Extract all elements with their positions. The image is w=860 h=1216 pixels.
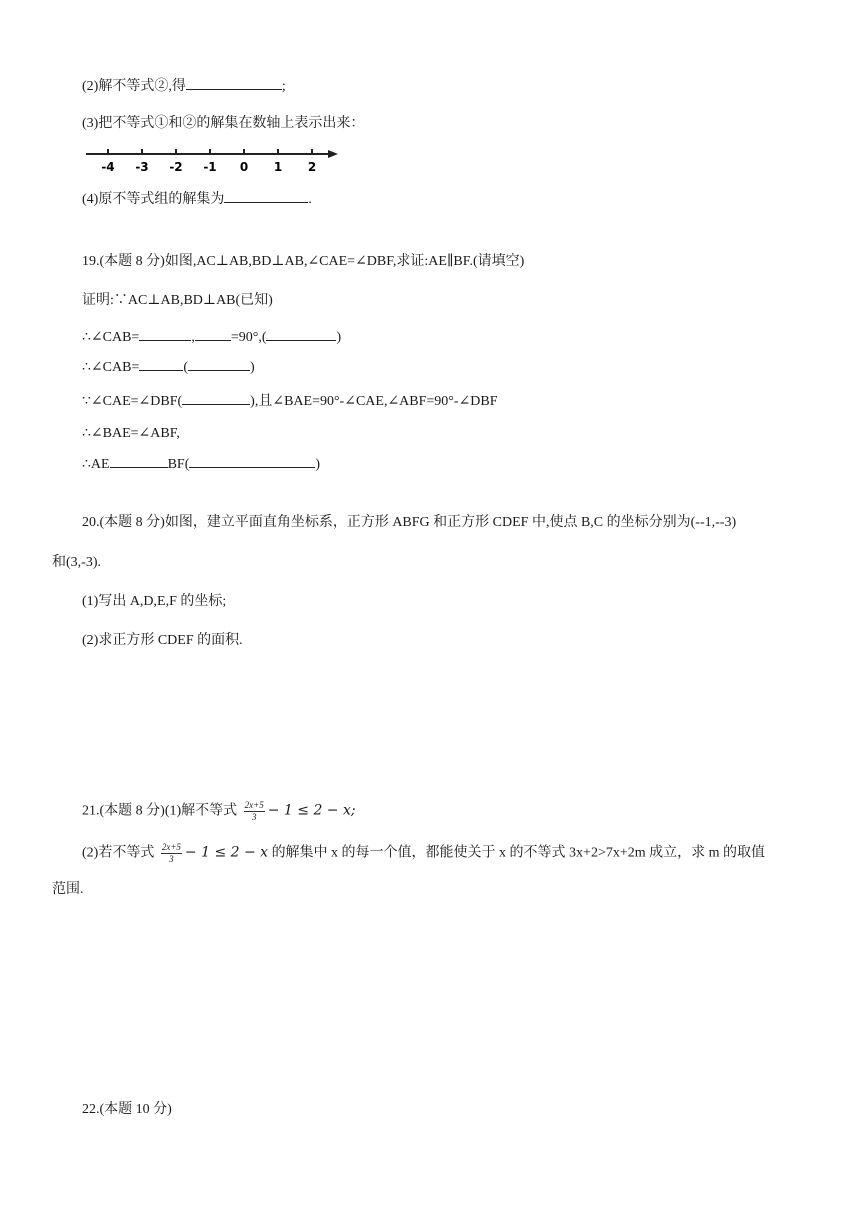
q19-proof-line-2: ∴∠CAB= , =90°,( ) [82,326,341,348]
q19-proof-line-5: ∴∠BAE=∠ABF, [82,426,180,441]
answer-blank[interactable] [195,326,231,341]
q21-title: 21.(本题 8 分)(1)解不等式 $\frac{2x+5}{3}$ − 1 ≤ 2 − x; [82,800,356,822]
q19-proof-line-4: ∵∠CAE=∠DBF( ),且∠BAE=90°-∠CAE,∠ABF=90°-∠DBF [82,390,498,412]
q21-part2-cont: 范围. [52,882,84,897]
answer-blank[interactable] [189,453,315,468]
q20-title-cont: 和(3,-3). [52,555,101,570]
q18-part3: (3)把不等式①和②的解集在数轴上表示出来： [82,116,365,131]
tick-label: -2 [169,160,183,174]
fraction: $\frac{2x+5}{3}$ [161,842,181,864]
inequality: − 1 ≤ 2 − x; [267,802,356,819]
answer-blank[interactable] [188,356,250,371]
tick-label: -1 [203,160,217,174]
fraction: $\frac{2x+5}{3}$ [244,800,264,822]
answer-blank[interactable] [139,356,183,371]
q18-part2-text: (2)解不等式②,得 [82,79,186,94]
q20-title: 20.(本题 8 分)如图，建立平面直角坐标系，正方形 ABFG 和正方形 CDEF 中,使点 B,C 的坐标分别为(--1,--3) [82,515,737,530]
tick-label: 2 [307,160,317,174]
q22-title: 22.(本题 10 分) [82,1102,172,1117]
tick-label: -4 [101,160,115,174]
answer-blank[interactable] [266,326,336,341]
q18-part4: (4)原不等式组的解集为 . [82,188,312,210]
q20-part1: (1)写出 A,D,E,F 的坐标; [82,594,227,609]
q19-proof-line-1: 证明:∵AC⊥AB,BD⊥AB(已知) [82,293,273,308]
q21-part2: (2)若不等式 $\frac{2x+5}{3}$ − 1 ≤ 2 − x 的解集中 x 的每一个值，都能使关于 x 的不等式 3x+2>7x+2m 成立，求 m 的取值 [82,842,766,864]
q20-part2: (2)求正方形 CDEF 的面积. [82,633,243,648]
answer-blank[interactable] [186,75,282,90]
answer-blank[interactable] [139,326,191,341]
answer-blank[interactable] [110,453,168,468]
tick-label: 0 [239,160,249,174]
q19-proof-line-6: ∴AE BF( ) [82,453,320,475]
q19-title: 19.(本题 8 分)如图,AC⊥AB,BD⊥AB,∠CAE=∠DBF,求证:AE∥BF.(请填空) [82,254,525,269]
number-line [82,144,342,180]
answer-blank[interactable] [224,188,308,203]
tick-label: 1 [273,160,283,174]
tick-label: -3 [135,160,149,174]
answer-blank[interactable] [182,390,250,405]
q19-proof-line-3: ∴∠CAB= ( ) [82,356,255,378]
inequality: − 1 ≤ 2 − x [184,844,269,861]
q18-part2: (2)解不等式②,得 ; [82,75,286,97]
